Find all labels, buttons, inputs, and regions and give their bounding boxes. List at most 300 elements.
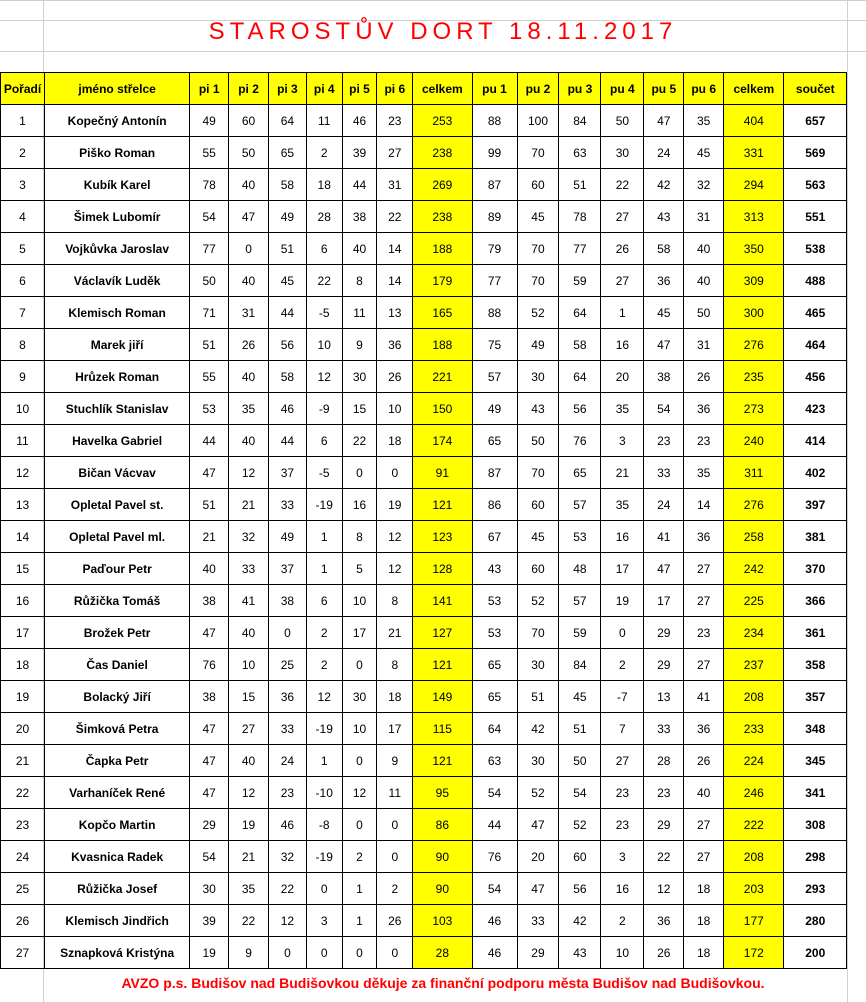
pu-score: 17 xyxy=(601,553,644,585)
column-header: pi 5 xyxy=(342,73,377,105)
pi-score: 11 xyxy=(377,777,413,809)
pu-total: 309 xyxy=(724,265,784,297)
pu-total: 258 xyxy=(724,521,784,553)
pi-score: 33 xyxy=(268,489,306,521)
pi-score: 12 xyxy=(268,905,306,937)
pi-score: 29 xyxy=(190,809,229,841)
pu-score: 23 xyxy=(684,617,724,649)
pi-score: 51 xyxy=(268,233,306,265)
pi-score: -19 xyxy=(306,489,342,521)
pi-total: 95 xyxy=(413,777,472,809)
pi-total: 165 xyxy=(413,297,472,329)
pi-score: 2 xyxy=(306,649,342,681)
grand-total: 357 xyxy=(784,681,847,713)
pi-score: 71 xyxy=(190,297,229,329)
shooter-name: Šimek Lubomír xyxy=(44,201,189,233)
pu-score: 26 xyxy=(644,937,684,969)
pi-score: 47 xyxy=(229,201,269,233)
pu-score: 12 xyxy=(644,873,684,905)
grand-total: 308 xyxy=(784,809,847,841)
pi-score: 22 xyxy=(377,201,413,233)
pu-score: 64 xyxy=(559,297,601,329)
pu-score: 70 xyxy=(517,457,559,489)
column-header: pi 6 xyxy=(377,73,413,105)
pi-score: 44 xyxy=(268,297,306,329)
pi-score: 37 xyxy=(268,457,306,489)
grand-total: 551 xyxy=(784,201,847,233)
pu-total: 224 xyxy=(724,745,784,777)
pi-score: 51 xyxy=(190,329,229,361)
pu-score: 88 xyxy=(472,297,517,329)
pu-score: 67 xyxy=(472,521,517,553)
rank-cell: 1 xyxy=(1,105,45,137)
rank-cell: 19 xyxy=(1,681,45,713)
pi-score: 27 xyxy=(377,137,413,169)
grand-total: 358 xyxy=(784,649,847,681)
pu-score: 42 xyxy=(517,713,559,745)
pu-score: 51 xyxy=(517,681,559,713)
rank-cell: 14 xyxy=(1,521,45,553)
table-body xyxy=(1,105,847,969)
pu-score: 29 xyxy=(644,617,684,649)
shooter-name: Bolacký Jiří xyxy=(44,681,189,713)
pu-score: 18 xyxy=(684,905,724,937)
table-row xyxy=(1,585,847,617)
pu-total: 331 xyxy=(724,137,784,169)
grand-total: 345 xyxy=(784,745,847,777)
grand-total: 569 xyxy=(784,137,847,169)
pu-score: 47 xyxy=(517,809,559,841)
column-header: pu 3 xyxy=(559,73,601,105)
pu-score: 100 xyxy=(517,105,559,137)
table-row xyxy=(1,297,847,329)
pi-score: 1 xyxy=(306,745,342,777)
pu-score: 18 xyxy=(684,873,724,905)
rank-cell: 18 xyxy=(1,649,45,681)
column-header: pi 2 xyxy=(229,73,269,105)
table-row xyxy=(1,169,847,201)
rank-cell: 3 xyxy=(1,169,45,201)
pu-score: 51 xyxy=(559,713,601,745)
table-row xyxy=(1,457,847,489)
pi-score: 49 xyxy=(268,201,306,233)
pi-score: 8 xyxy=(377,649,413,681)
pu-score: 40 xyxy=(684,233,724,265)
pi-score: 8 xyxy=(377,585,413,617)
rank-cell: 15 xyxy=(1,553,45,585)
pu-score: 89 xyxy=(472,201,517,233)
pi-score: 2 xyxy=(306,137,342,169)
pi-score: 12 xyxy=(377,521,413,553)
rank-cell: 25 xyxy=(1,873,45,905)
pu-score: 49 xyxy=(517,329,559,361)
pi-score: 12 xyxy=(306,361,342,393)
rank-cell: 10 xyxy=(1,393,45,425)
pu-score: 3 xyxy=(601,841,644,873)
pu-score: 60 xyxy=(517,169,559,201)
pu-score: 86 xyxy=(472,489,517,521)
pu-total: 208 xyxy=(724,681,784,713)
pu-score: 70 xyxy=(517,265,559,297)
pu-score: 47 xyxy=(644,553,684,585)
grand-total: 465 xyxy=(784,297,847,329)
table-row xyxy=(1,713,847,745)
pi-score: 9 xyxy=(229,937,269,969)
pi-score: 3 xyxy=(306,905,342,937)
pi-score: 30 xyxy=(342,681,377,713)
pu-score: 2 xyxy=(601,649,644,681)
column-header: Pořadí xyxy=(1,73,45,105)
pu-score: 30 xyxy=(517,649,559,681)
shooter-name: Sznapková Kristýna xyxy=(44,937,189,969)
table-row xyxy=(1,905,847,937)
pi-score: 12 xyxy=(342,777,377,809)
pi-score: 12 xyxy=(229,457,269,489)
pi-score: 24 xyxy=(268,745,306,777)
pu-total: 222 xyxy=(724,809,784,841)
pi-total: 221 xyxy=(413,361,472,393)
pu-score: 45 xyxy=(517,521,559,553)
pi-score: 40 xyxy=(229,169,269,201)
pi-score: 78 xyxy=(190,169,229,201)
pu-total: 240 xyxy=(724,425,784,457)
pi-total: 127 xyxy=(413,617,472,649)
pi-score: 47 xyxy=(190,457,229,489)
pi-score: 22 xyxy=(268,873,306,905)
pu-score: 20 xyxy=(601,361,644,393)
pu-score: 40 xyxy=(684,777,724,809)
pi-score: 47 xyxy=(190,713,229,745)
pi-score: 22 xyxy=(229,905,269,937)
pu-score: 53 xyxy=(559,521,601,553)
column-header: celkem xyxy=(413,73,472,105)
pi-score: 25 xyxy=(268,649,306,681)
page-title: STAROSTŮV DORT 18.11.2017 xyxy=(208,18,678,45)
table-row xyxy=(1,233,847,265)
pu-score: 76 xyxy=(559,425,601,457)
grand-total: 423 xyxy=(784,393,847,425)
pi-score: 9 xyxy=(342,329,377,361)
pi-total: 141 xyxy=(413,585,472,617)
pu-score: 70 xyxy=(517,233,559,265)
pu-score: 65 xyxy=(559,457,601,489)
pi-total: 150 xyxy=(413,393,472,425)
rank-cell: 21 xyxy=(1,745,45,777)
pu-score: 27 xyxy=(601,745,644,777)
pu-score: 35 xyxy=(684,457,724,489)
pi-score: 47 xyxy=(190,745,229,777)
pu-score: 45 xyxy=(517,201,559,233)
pi-score: 2 xyxy=(306,617,342,649)
pu-score: 30 xyxy=(517,745,559,777)
pi-score: 1 xyxy=(306,521,342,553)
shooter-name: Čas Daniel xyxy=(44,649,189,681)
pu-score: 47 xyxy=(644,329,684,361)
pu-score: 50 xyxy=(684,297,724,329)
column-header: pi 1 xyxy=(190,73,229,105)
shooter-name: Piško Roman xyxy=(44,137,189,169)
pi-score: 14 xyxy=(377,233,413,265)
grand-total: 563 xyxy=(784,169,847,201)
pu-score: -7 xyxy=(601,681,644,713)
pu-score: 99 xyxy=(472,137,517,169)
pi-score: 28 xyxy=(306,201,342,233)
table-row xyxy=(1,361,847,393)
pu-score: 45 xyxy=(559,681,601,713)
pu-score: 23 xyxy=(684,425,724,457)
pu-score: 23 xyxy=(601,777,644,809)
pi-score: 0 xyxy=(377,841,413,873)
rank-cell: 24 xyxy=(1,841,45,873)
pu-score: 54 xyxy=(559,777,601,809)
pu-score: 27 xyxy=(684,841,724,873)
rank-cell: 23 xyxy=(1,809,45,841)
pi-score: 60 xyxy=(229,105,269,137)
pi-score: 51 xyxy=(190,489,229,521)
pi-score: 5 xyxy=(342,553,377,585)
pu-score: 84 xyxy=(559,649,601,681)
gridline xyxy=(0,0,866,1)
rank-cell: 16 xyxy=(1,585,45,617)
column-header: pu 6 xyxy=(684,73,724,105)
pi-score: 23 xyxy=(268,777,306,809)
shooter-name: Šimková Petra xyxy=(44,713,189,745)
rank-cell: 27 xyxy=(1,937,45,969)
shooter-name: Kvasnica Radek xyxy=(44,841,189,873)
table-row xyxy=(1,521,847,553)
pi-score: 32 xyxy=(229,521,269,553)
pu-total: 235 xyxy=(724,361,784,393)
grand-total: 341 xyxy=(784,777,847,809)
table-row xyxy=(1,393,847,425)
pi-score: 47 xyxy=(190,777,229,809)
table-row xyxy=(1,809,847,841)
pu-total: 404 xyxy=(724,105,784,137)
pi-score: 46 xyxy=(268,393,306,425)
pi-score: 36 xyxy=(268,681,306,713)
shooter-name: Kubík Karel xyxy=(44,169,189,201)
pi-score: 56 xyxy=(268,329,306,361)
pu-total: 177 xyxy=(724,905,784,937)
pi-score: 47 xyxy=(190,617,229,649)
pu-score: 27 xyxy=(601,265,644,297)
table-row xyxy=(1,553,847,585)
pi-score: 65 xyxy=(268,137,306,169)
pi-total: 238 xyxy=(413,201,472,233)
pi-score: 0 xyxy=(342,745,377,777)
pu-score: 60 xyxy=(517,553,559,585)
pu-score: 65 xyxy=(472,681,517,713)
pi-total: 90 xyxy=(413,841,472,873)
pu-score: 38 xyxy=(644,361,684,393)
pi-total: 174 xyxy=(413,425,472,457)
pi-score: 50 xyxy=(190,265,229,297)
shooter-name: Stuchlík Stanislav xyxy=(44,393,189,425)
pi-score: 8 xyxy=(342,521,377,553)
shooter-name: Čapka Petr xyxy=(44,745,189,777)
pi-score: 55 xyxy=(190,361,229,393)
table-row xyxy=(1,937,847,969)
pu-score: 14 xyxy=(684,489,724,521)
pu-score: 70 xyxy=(517,617,559,649)
pi-score: 2 xyxy=(342,841,377,873)
shooter-name: Hrůzek Roman xyxy=(44,361,189,393)
pi-score: 10 xyxy=(342,713,377,745)
pu-score: 53 xyxy=(472,617,517,649)
pi-score: 6 xyxy=(306,233,342,265)
pi-score: -19 xyxy=(306,841,342,873)
pu-total: 233 xyxy=(724,713,784,745)
column-header: pu 1 xyxy=(472,73,517,105)
pu-score: 58 xyxy=(559,329,601,361)
grand-total: 402 xyxy=(784,457,847,489)
pi-score: 31 xyxy=(377,169,413,201)
pu-score: 20 xyxy=(517,841,559,873)
pu-score: 45 xyxy=(644,297,684,329)
pi-score: 46 xyxy=(342,105,377,137)
pi-score: 26 xyxy=(377,905,413,937)
pu-score: 43 xyxy=(559,937,601,969)
pi-total: 149 xyxy=(413,681,472,713)
pi-total: 269 xyxy=(413,169,472,201)
pu-score: 26 xyxy=(684,361,724,393)
pu-score: 27 xyxy=(684,809,724,841)
pi-score: 6 xyxy=(306,585,342,617)
pi-score: 49 xyxy=(268,521,306,553)
pi-score: 54 xyxy=(190,201,229,233)
grand-total: 414 xyxy=(784,425,847,457)
pu-score: 70 xyxy=(517,137,559,169)
pi-score: 33 xyxy=(229,553,269,585)
table-row xyxy=(1,649,847,681)
table-row xyxy=(1,425,847,457)
pu-score: 63 xyxy=(472,745,517,777)
pu-score: 88 xyxy=(472,105,517,137)
pu-score: 24 xyxy=(644,489,684,521)
pi-score: 35 xyxy=(229,393,269,425)
pi-score: 58 xyxy=(268,169,306,201)
pu-score: 53 xyxy=(472,585,517,617)
column-header: pu 2 xyxy=(517,73,559,105)
pu-score: 43 xyxy=(472,553,517,585)
column-header: pi 4 xyxy=(306,73,342,105)
pu-score: 77 xyxy=(559,233,601,265)
pu-score: 23 xyxy=(601,809,644,841)
pu-total: 246 xyxy=(724,777,784,809)
pi-score: 40 xyxy=(229,425,269,457)
pi-score: 40 xyxy=(229,265,269,297)
pu-score: 35 xyxy=(601,393,644,425)
pi-total: 253 xyxy=(413,105,472,137)
pu-score: 59 xyxy=(559,617,601,649)
shooter-name: Kopečný Antonín xyxy=(44,105,189,137)
pu-score: 32 xyxy=(684,169,724,201)
shooter-name: Paďour Petr xyxy=(44,553,189,585)
table-row xyxy=(1,873,847,905)
pu-total: 276 xyxy=(724,329,784,361)
pu-score: 57 xyxy=(559,489,601,521)
pi-score: 38 xyxy=(268,585,306,617)
pi-score: 64 xyxy=(268,105,306,137)
pi-score: 17 xyxy=(377,713,413,745)
pu-score: 10 xyxy=(601,937,644,969)
pu-score: 29 xyxy=(517,937,559,969)
pi-score: 39 xyxy=(190,905,229,937)
grand-total: 348 xyxy=(784,713,847,745)
column-header: pu 4 xyxy=(601,73,644,105)
pu-score: 75 xyxy=(472,329,517,361)
pi-score: 11 xyxy=(306,105,342,137)
pi-score: 38 xyxy=(190,585,229,617)
pi-score: 36 xyxy=(377,329,413,361)
pi-score: 18 xyxy=(377,681,413,713)
rank-cell: 8 xyxy=(1,329,45,361)
shooter-name: Havelka Gabriel xyxy=(44,425,189,457)
pu-score: 27 xyxy=(684,585,724,617)
pi-score: -8 xyxy=(306,809,342,841)
pi-score: -19 xyxy=(306,713,342,745)
pi-total: 128 xyxy=(413,553,472,585)
pu-score: 76 xyxy=(472,841,517,873)
pi-score: 14 xyxy=(377,265,413,297)
pi-score: -9 xyxy=(306,393,342,425)
pi-total: 121 xyxy=(413,649,472,681)
pu-score: 41 xyxy=(644,521,684,553)
pi-total: 123 xyxy=(413,521,472,553)
table-row xyxy=(1,265,847,297)
table-row xyxy=(1,137,847,169)
pi-score: 40 xyxy=(229,617,269,649)
pi-score: 32 xyxy=(268,841,306,873)
pu-score: 57 xyxy=(559,585,601,617)
grand-total: 464 xyxy=(784,329,847,361)
pi-score: 33 xyxy=(268,713,306,745)
pi-score: 0 xyxy=(342,649,377,681)
table-row xyxy=(1,617,847,649)
pi-score: 23 xyxy=(377,105,413,137)
pu-score: 36 xyxy=(684,713,724,745)
pi-score: 17 xyxy=(342,617,377,649)
pi-score: -5 xyxy=(306,297,342,329)
pi-score: 0 xyxy=(377,457,413,489)
pi-score: 55 xyxy=(190,137,229,169)
grand-total: 298 xyxy=(784,841,847,873)
pu-total: 234 xyxy=(724,617,784,649)
pu-score: 24 xyxy=(644,137,684,169)
rank-cell: 9 xyxy=(1,361,45,393)
pi-score: 30 xyxy=(342,361,377,393)
pi-score: 46 xyxy=(268,809,306,841)
pu-score: 78 xyxy=(559,201,601,233)
pu-score: 54 xyxy=(472,777,517,809)
pu-score: 3 xyxy=(601,425,644,457)
table-row xyxy=(1,105,847,137)
grand-total: 381 xyxy=(784,521,847,553)
pi-total: 91 xyxy=(413,457,472,489)
pu-score: 26 xyxy=(601,233,644,265)
pu-total: 311 xyxy=(724,457,784,489)
grand-total: 397 xyxy=(784,489,847,521)
table-row xyxy=(1,777,847,809)
rank-cell: 11 xyxy=(1,425,45,457)
grand-total: 370 xyxy=(784,553,847,585)
column-header: pu 5 xyxy=(644,73,684,105)
pi-score: 26 xyxy=(229,329,269,361)
pu-score: 40 xyxy=(684,265,724,297)
pu-score: 7 xyxy=(601,713,644,745)
pi-score: 21 xyxy=(229,841,269,873)
pi-score: 22 xyxy=(342,425,377,457)
